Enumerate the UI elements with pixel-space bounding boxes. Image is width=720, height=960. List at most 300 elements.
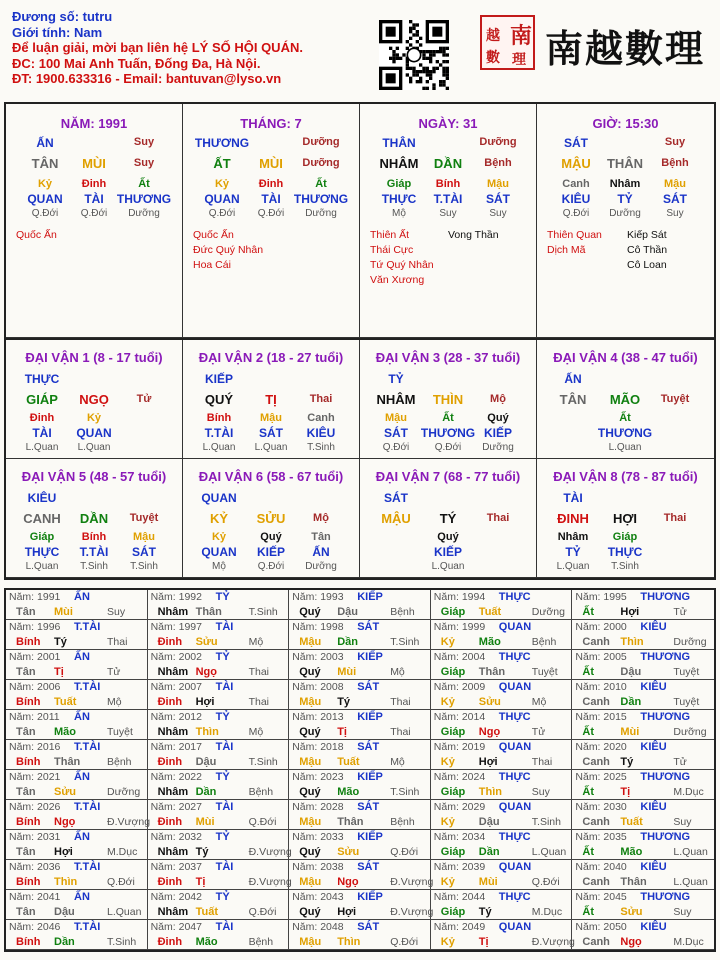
annual-life-stage: Tuyệt (107, 726, 133, 738)
pillar-ten-god: QUAN (204, 192, 240, 206)
annual-branch: Mão (54, 726, 76, 738)
luck-pillar-hidden-stem: Ất (442, 412, 454, 424)
luck-pillar-cell (537, 340, 714, 459)
annual-pillar-cell (289, 680, 431, 710)
annual-year-prefix: Năm: (433, 771, 462, 783)
annual-branch: Dậu (620, 666, 642, 678)
annual-pillar-cell (148, 680, 290, 710)
luck-pillar-life-stage: L.Quan (202, 442, 236, 453)
annual-branch: Tuất (54, 696, 77, 708)
annual-year: 2022 (178, 771, 202, 783)
annual-branch: Hợi (54, 846, 73, 858)
annual-stem: Canh (582, 756, 610, 768)
annual-year: 2044 (461, 891, 486, 903)
annual-pillar-cell (572, 620, 714, 650)
luck-pillar-hidden-stem: Canh (307, 412, 335, 424)
annual-year-prefix: Năm: (292, 711, 321, 723)
annual-branch: Mão (620, 846, 643, 858)
annual-ten-god: T.TÀI (74, 801, 101, 813)
annual-pillars-grid (4, 588, 716, 952)
annual-year-prefix: Năm: (150, 891, 179, 903)
annual-ten-god: SÁT (357, 921, 380, 933)
annual-pillar-cell (572, 860, 714, 890)
annual-year: 2010 (603, 681, 627, 693)
luck-pillar-branch: DẦN (79, 511, 109, 526)
luck-pillar-life-stage: L.Quan (431, 561, 465, 572)
annual-year: 2005 (603, 651, 627, 663)
annual-year: 2039 (461, 861, 486, 873)
pillar-head-god: THÂN (382, 136, 416, 150)
annual-year-label (575, 651, 626, 663)
annual-life-stage: Thai (248, 696, 270, 708)
luck-pillar-status: Thai (309, 393, 333, 405)
annual-ten-god: THỰC (498, 831, 531, 843)
annual-branch: Tý (54, 636, 67, 648)
annual-life-stage: T.Sinh (248, 756, 278, 768)
annual-pillar-cell (431, 740, 573, 770)
luck-pillar-branch: TỊ (265, 392, 277, 407)
luck-pillar-life-stage: L.Quan (25, 442, 59, 453)
annual-year-prefix: Năm: (292, 891, 321, 903)
annual-year: 2017 (178, 741, 202, 753)
annual-stem: Ất (582, 606, 594, 618)
annual-year-prefix: Năm: (433, 621, 462, 633)
annual-branch: Mão (337, 786, 360, 798)
luck-pillar-god: KIẾP (204, 372, 234, 386)
annual-year-prefix: Năm: (9, 681, 38, 693)
pillar-star: Tứ Quý Nhân (370, 259, 434, 271)
annual-life-stage: Dưỡng (673, 726, 707, 738)
annual-year-label (292, 711, 343, 723)
annual-pillar-cell (6, 620, 148, 650)
luck-pillar-ten-god: ẤN (312, 545, 330, 559)
annual-life-stage: Q.Đới (248, 816, 277, 828)
luck-pillar-god: ẤN (564, 372, 582, 386)
annual-life-stage: L.Quan (531, 846, 567, 858)
annual-pillar-cell (289, 860, 434, 890)
annual-ten-god: SÁT (357, 861, 380, 873)
annual-year-label (434, 921, 485, 933)
annual-ten-god: KIẾP (357, 891, 383, 903)
annual-year: 2015 (603, 711, 627, 723)
pillar-title: NĂM: 1991 (60, 116, 128, 131)
annual-life-stage: Suy (531, 786, 550, 798)
annual-life-stage: Thai (248, 666, 270, 678)
annual-year-prefix: Năm: (433, 831, 462, 843)
annual-pillar-cell (148, 590, 290, 620)
annual-branch: Sửu (337, 846, 360, 858)
luck-pillar-life-stage: L.Quan (608, 442, 642, 453)
annual-life-stage: Bệnh (248, 936, 274, 948)
annual-life-stage: T.Sinh (531, 816, 561, 828)
annual-life-stage: Bệnh (107, 756, 132, 768)
annual-year-prefix: Năm: (9, 711, 38, 723)
luck-pillar-branch: HỢI (612, 511, 638, 526)
annual-year-label (9, 831, 60, 843)
annual-branch: Dần (478, 846, 500, 858)
annual-pillar-cell (431, 830, 573, 860)
annual-year-prefix: Năm: (9, 621, 38, 633)
annual-year-label (575, 831, 626, 843)
annual-year-label (575, 741, 626, 753)
luck-pillar-life-stage: T.Sinh (611, 561, 639, 572)
annual-life-stage: Đ.Vượng (248, 876, 292, 888)
annual-year-prefix: Năm: (433, 651, 462, 663)
annual-branch: Thân (478, 666, 506, 678)
luck-pillar-life-stage: Mộ (212, 561, 226, 572)
annual-ten-god: TÀI (215, 741, 234, 753)
annual-stem: Tân (16, 726, 36, 738)
luck-pillar-life-stage: Q.Đới (434, 442, 462, 453)
annual-year-label (9, 921, 60, 933)
annual-year: 2001 (37, 651, 61, 663)
annual-pillar-cell (572, 800, 714, 830)
annual-stem: Canh (582, 876, 610, 888)
annual-year-prefix: Năm: (150, 921, 179, 933)
annual-life-stage: Bệnh (390, 816, 415, 828)
pillar-hidden-stem: Ất (138, 178, 150, 190)
annual-pillar-cell (572, 740, 714, 770)
luck-pillar-title: ĐẠI VẬN 1 (8 - 17 tuổi) (25, 350, 163, 365)
annual-year: 1994 (461, 591, 486, 603)
annual-ten-god: THƯƠNG (640, 711, 691, 723)
luck-pillar-branch: THÌN (432, 392, 464, 407)
annual-year-label (9, 681, 60, 693)
annual-branch: Ngọ (478, 726, 501, 738)
luck-pillar-title: ĐẠI VẬN 5 (48 - 57 tuổi) (21, 469, 167, 484)
annual-ten-god: THƯƠNG (640, 831, 691, 843)
annual-year-prefix: Năm: (575, 861, 604, 873)
annual-stem: Canh (582, 936, 610, 948)
annual-year-prefix: Năm: (433, 891, 462, 903)
luck-pillar-ten-god: SÁT (132, 545, 156, 559)
header-line-address: ĐC: 100 Mai Anh Tuấn, Đống Đa, Hà Nội. (12, 55, 261, 71)
annual-life-stage: Q.Đới (107, 876, 135, 888)
annual-stem: Ất (582, 786, 594, 798)
annual-year-label (434, 831, 485, 843)
annual-stem: Đinh (157, 756, 183, 768)
annual-stem: Kỷ (440, 816, 455, 828)
annual-life-stage: Thai (107, 636, 128, 648)
annual-year: 2046 (37, 921, 61, 933)
annual-year-prefix: Năm: (433, 741, 462, 753)
annual-pillar-cell (289, 740, 431, 770)
annual-stem: Bính (16, 696, 41, 708)
luck-pillar-stem: KỶ (209, 511, 229, 526)
pillar-branch: MÙI (82, 156, 106, 171)
annual-year-label (9, 891, 60, 903)
annual-pillar-cell (572, 890, 714, 920)
annual-branch: Mùi (478, 876, 498, 888)
luck-pillar-life-stage: T.Sinh (80, 561, 108, 572)
annual-year-label (575, 591, 626, 603)
annual-year: 2007 (178, 681, 202, 693)
annual-pillar-cell (431, 920, 573, 950)
annual-stem: Kỷ (440, 876, 455, 888)
annual-ten-god: QUAN (498, 681, 532, 693)
luck-pillar-stem: MẬU (381, 511, 411, 526)
annual-year: 2002 (178, 651, 202, 663)
pillar-life-stage: Dưỡng (128, 208, 160, 219)
annual-year-label (434, 771, 485, 783)
pillar-star: Quốc Ấn (193, 229, 234, 241)
annual-branch: Tuất (337, 756, 360, 768)
annual-year-label (9, 741, 60, 753)
luck-pillar-hidden-stem: Tân (311, 531, 331, 543)
pillar-ten-god: THỰC (381, 192, 417, 206)
pillar-hidden-stem: Bính (435, 178, 461, 190)
pillar-hidden-stem: Mậu (487, 178, 509, 190)
annual-life-stage: Bệnh (531, 636, 557, 648)
annual-stem: Quý (299, 606, 321, 618)
annual-year-label (151, 771, 202, 783)
annual-stem: Kỷ (440, 936, 455, 948)
annual-ten-god: KIÊU (640, 621, 667, 633)
annual-life-stage: Suy (107, 606, 126, 618)
annual-stem: Kỷ (440, 696, 455, 708)
annual-year-label (151, 681, 202, 693)
luck-pillar-god: SÁT (384, 491, 408, 505)
annual-branch: Sửu (478, 696, 501, 708)
annual-year-label (575, 771, 626, 783)
annual-branch: Ngọ (195, 666, 217, 678)
annual-year: 2011 (37, 711, 60, 723)
annual-year: 2008 (320, 681, 344, 693)
pillar-stem: ẤT (213, 156, 231, 171)
annual-pillar-cell (6, 710, 148, 740)
annual-year-label (575, 621, 626, 633)
pillar-star: Văn Xương (370, 274, 425, 286)
annual-branch: Mùi (195, 816, 215, 828)
annual-year: 2032 (178, 831, 202, 843)
annual-stem: Giáp (440, 906, 466, 918)
pillar-ten-god: QUAN (27, 192, 63, 206)
luck-pillar-cell (183, 459, 360, 578)
seal-char: 理 (512, 51, 526, 67)
annual-life-stage: Tuyệt (673, 696, 700, 708)
luck-pillar-ten-god: T.TÀI (79, 545, 109, 559)
annual-pillar-cell (431, 650, 573, 680)
annual-branch: Tị (620, 786, 631, 798)
luck-pillar-ten-god: TỶ (565, 545, 581, 559)
luck-pillar-hidden-stem: Quý (437, 531, 459, 543)
luck-pillar-hidden-stem: Bính (81, 531, 107, 543)
annual-ten-god: TÀI (215, 861, 234, 873)
pillar-hidden-stem: Ất (315, 178, 327, 190)
pillar-head-status: Suy (133, 136, 155, 148)
seal-char: 越 (486, 27, 500, 43)
annual-year: 2036 (37, 861, 61, 873)
annual-ten-god: T.TÀI (74, 681, 101, 693)
annual-pillar-cell (289, 920, 431, 950)
luck-pillar-branch: MÃO (609, 392, 641, 407)
annual-stem: Mậu (299, 636, 322, 648)
pillar-cell (183, 104, 360, 338)
annual-life-stage: M.Dục (673, 786, 704, 798)
luck-pillar-hidden-stem: Ất (619, 412, 631, 424)
annual-year-label (292, 741, 343, 753)
annual-year-label (292, 921, 343, 933)
annual-year-label (434, 651, 485, 663)
luck-pillar-ten-god: THƯƠNG (420, 426, 476, 440)
annual-life-stage: Thai (531, 756, 553, 768)
annual-pillar-cell (148, 860, 290, 890)
annual-life-stage: Bệnh (390, 606, 415, 618)
luck-pillar-ten-god: SÁT (259, 426, 283, 440)
annual-year: 2040 (603, 861, 627, 873)
annual-year-label (151, 921, 202, 933)
annual-ten-god: SÁT (357, 621, 380, 633)
annual-year-prefix: Năm: (575, 801, 604, 813)
annual-stem: Đinh (157, 696, 183, 708)
annual-pillar-cell (289, 800, 431, 830)
header-line-gender: Giới tính: Nam (12, 24, 103, 40)
annual-life-stage: L.Quan (673, 846, 708, 858)
annual-pillar-cell (148, 620, 290, 650)
annual-life-stage: Đ.Vượng (531, 936, 575, 948)
annual-year-label (9, 621, 60, 633)
annual-year: 2019 (461, 741, 486, 753)
annual-year-prefix: Năm: (150, 711, 179, 723)
luck-pillar-life-stage: L.Quan (25, 561, 59, 572)
luck-pillar-hidden-stem: Nhâm (557, 531, 589, 543)
annual-branch: Tị (195, 876, 206, 888)
annual-pillar-cell (289, 830, 431, 860)
pillar-star: Thiên Ất (370, 229, 410, 241)
pillar-star: Kiếp Sát (627, 229, 667, 241)
annual-year-label (151, 621, 202, 633)
annual-year-label (151, 651, 202, 663)
annual-stem: Giáp (440, 726, 466, 738)
annual-year: 2033 (320, 831, 344, 843)
pillar-branch-status: Bệnh (484, 157, 512, 169)
annual-year-prefix: Năm: (575, 621, 604, 633)
annual-pillar-cell (6, 770, 148, 800)
annual-life-stage: Mộ (248, 726, 264, 738)
annual-ten-god: KIÊU (640, 801, 667, 813)
annual-stem: Mậu (299, 876, 322, 888)
annual-year-prefix: Năm: (292, 861, 321, 873)
annual-year: 2014 (461, 711, 486, 723)
annual-year: 2049 (461, 921, 486, 933)
annual-pillar-cell (289, 770, 431, 800)
luck-pillar-life-stage: L.Quan (254, 442, 288, 453)
luck-pillar-cell (183, 340, 360, 459)
annual-pillar-cell (431, 860, 573, 890)
annual-year-prefix: Năm: (292, 741, 321, 753)
pillar-ten-god: TỶ (617, 192, 633, 206)
annual-branch: Tý (195, 846, 209, 858)
qr-code-icon[interactable] (379, 20, 449, 90)
annual-ten-god: TỶ (215, 771, 230, 783)
annual-year-label (292, 591, 343, 603)
luck-pillar-ten-god: QUAN (76, 426, 112, 440)
pillar-branch: THÂN (606, 156, 644, 171)
annual-year-label (9, 801, 60, 813)
pillar-ten-god: T.TÀI (433, 192, 463, 206)
luck-pillar-ten-god: SÁT (384, 426, 408, 440)
annual-ten-god: T.TÀI (74, 741, 101, 753)
annual-ten-god: QUAN (498, 861, 532, 873)
annual-life-stage: Q.Đới (531, 876, 560, 888)
pillar-life-stage: Dưỡng (305, 208, 337, 219)
annual-year-prefix: Năm: (9, 921, 38, 933)
annual-ten-god: QUAN (498, 741, 532, 753)
luck-pillar-stem: QUÝ (204, 392, 234, 407)
annual-year-label (292, 891, 343, 903)
annual-ten-god: ẤN (74, 891, 90, 903)
annual-stem: Kỷ (440, 756, 455, 768)
annual-year: 2027 (178, 801, 202, 813)
annual-stem: Nhâm (157, 726, 189, 738)
annual-year: 2037 (178, 861, 202, 873)
pillar-hidden-stem: Kỷ (214, 178, 230, 190)
annual-stem: Mậu (299, 696, 322, 708)
annual-year: 2043 (320, 891, 344, 903)
annual-branch: Thân (620, 876, 647, 888)
luck-pillar-stem: CANH (23, 511, 61, 526)
annual-ten-god: ẤN (74, 711, 90, 723)
pillar-star: Thiên Quan (547, 229, 602, 241)
luck-pillar-ten-god: KIÊU (306, 426, 336, 440)
annual-pillar-cell (6, 650, 148, 680)
annual-year-prefix: Năm: (292, 591, 321, 603)
annual-year-label (9, 591, 60, 603)
annual-ten-god: THỰC (498, 891, 531, 903)
annual-stem: Kỷ (440, 636, 455, 648)
luck-pillar-stem: ĐINH (557, 511, 589, 526)
annual-stem: Tân (16, 666, 36, 678)
luck-pillar-cell (360, 340, 537, 459)
annual-branch: Mùi (620, 726, 640, 738)
four-pillars-grid (4, 102, 716, 340)
annual-stem: Tân (16, 846, 36, 858)
annual-branch: Tý (620, 756, 634, 768)
annual-year: 2028 (320, 801, 344, 813)
luck-pillar-branch: NGỌ (79, 392, 109, 407)
annual-life-stage: Suy (673, 816, 692, 828)
luck-pillar-hidden-stem: Giáp (612, 531, 638, 543)
annual-year-prefix: Năm: (575, 831, 604, 843)
luck-pillar-status: Tử (136, 393, 152, 405)
annual-year-label (434, 801, 485, 813)
annual-year-prefix: Năm: (292, 921, 321, 933)
pillar-head-god: SÁT (564, 136, 588, 150)
luck-pillar-hidden-stem: Kỷ (211, 531, 227, 543)
annual-pillar-cell (289, 650, 431, 680)
annual-year: 1991 (37, 591, 61, 603)
pillar-life-stage: Q.Đới (208, 208, 236, 219)
annual-year: 2034 (461, 831, 486, 843)
annual-ten-god: KIẾP (357, 771, 383, 783)
annual-life-stage: Mộ (390, 756, 405, 768)
annual-pillar-cell (572, 770, 714, 800)
luck-pillar-stem: NHÂM (376, 392, 416, 407)
annual-year: 2050 (603, 921, 627, 933)
luck-pillar-hidden-stem: Mậu (260, 412, 282, 424)
luck-pillar-stem: TÂN (559, 392, 587, 407)
annual-year-label (151, 831, 202, 843)
pillar-life-stage: Q.Đới (31, 208, 59, 219)
pillar-ten-god: TÀI (84, 192, 104, 206)
annual-ten-god: KIÊU (640, 921, 667, 933)
annual-branch: Tý (478, 906, 492, 918)
annual-pillar-cell (289, 590, 431, 620)
annual-stem: Quý (299, 726, 321, 738)
annual-ten-god: THỰC (498, 711, 531, 723)
annual-pillar-cell (572, 650, 714, 680)
luck-pillar-cell (360, 459, 537, 578)
